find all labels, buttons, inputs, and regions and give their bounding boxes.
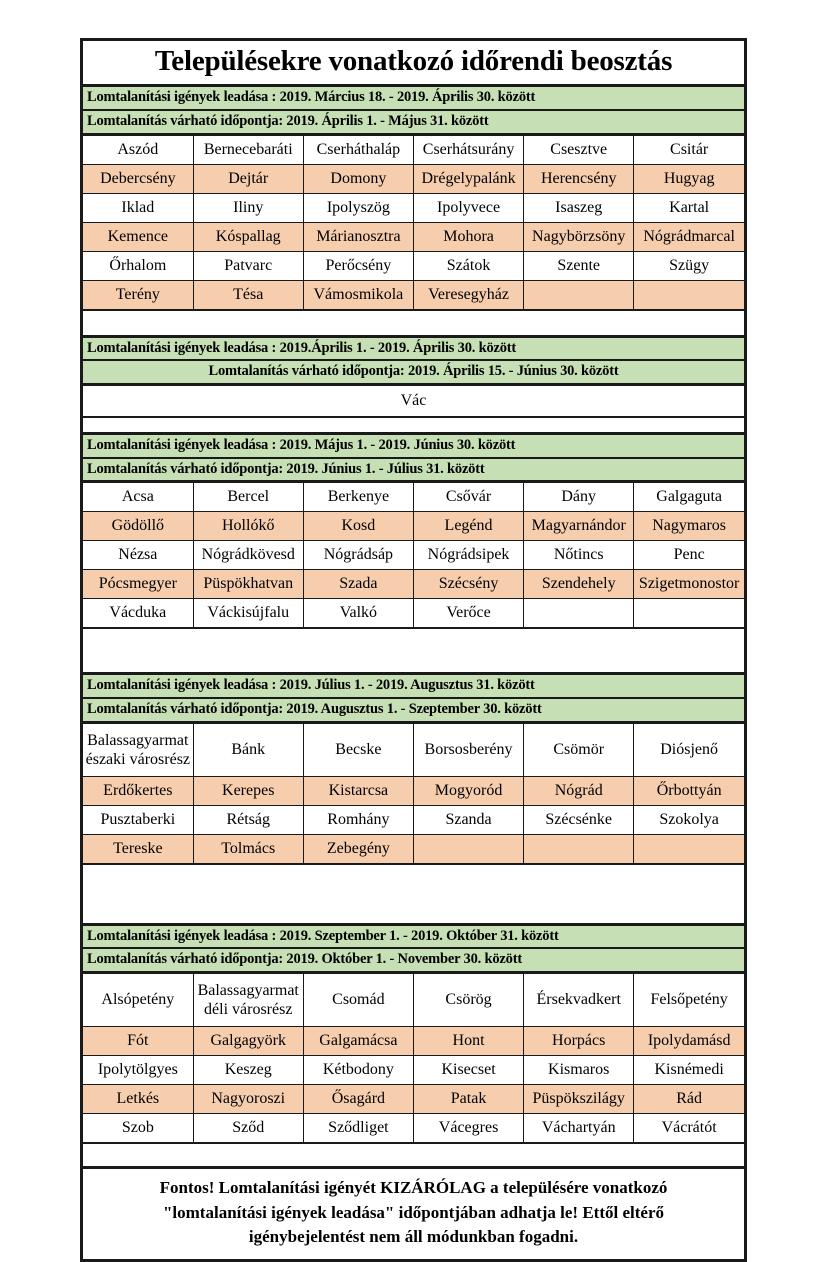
- settlement-cell: Balassagyarmat déli városrész: [193, 974, 303, 1027]
- settlement-cell: Erdőkertes: [83, 776, 193, 805]
- table-row: [83, 386, 744, 417]
- settlement-cell: Hollókő: [193, 512, 303, 541]
- settlement-cell: Érsekvadkert: [524, 974, 634, 1027]
- settlement-cell: Zebegény: [303, 834, 413, 863]
- notice-line-3: igénybejelentést nem áll módunkban fogadni.: [248, 1227, 579, 1247]
- table-row: [83, 222, 744, 251]
- settlement-cell: Domony: [303, 164, 413, 193]
- settlement-cell: Kisnémedi: [634, 1056, 744, 1085]
- table-row: [83, 135, 744, 164]
- settlement-cell: Csővár: [413, 483, 523, 512]
- settlement-cell: Kisecset: [413, 1056, 523, 1085]
- settlement-grid-1: [83, 135, 744, 309]
- collection-period-header: Lomtalanítás várható időpontja: 2019. Április 1. - Május 31. között: [83, 111, 744, 135]
- section-spacer-2: [83, 416, 744, 435]
- submission-period-header: Lomtalanítási igények leadása : 2019. Március 18. - 2019. Április 30. között: [83, 87, 744, 111]
- table-row: [83, 1085, 744, 1114]
- settlement-cell: Perőcsény: [303, 251, 413, 280]
- settlement-cell: Pócsmegyer: [83, 570, 193, 599]
- settlement-cell: Márianosztra: [303, 222, 413, 251]
- settlement-grid-3: [83, 482, 744, 627]
- settlement-cell: Galgaguta: [634, 483, 744, 512]
- schedule-section-5: [83, 926, 744, 1142]
- submission-period-header: Lomtalanítási igények leadása : 2019.Április 1. - 2019. Április 30. között: [83, 338, 744, 362]
- collection-period-header: Lomtalanítás várható időpontja: 2019. Április 15. - Június 30. között: [83, 361, 744, 385]
- settlement-cell: Hont: [413, 1027, 523, 1056]
- table-row: [83, 1114, 744, 1143]
- settlement-cell: Kétbodony: [303, 1056, 413, 1085]
- settlement-cell: Isaszeg: [524, 193, 634, 222]
- settlement-cell: Becske: [303, 723, 413, 776]
- settlement-cell: Rád: [634, 1085, 744, 1114]
- page-title: [83, 41, 744, 87]
- table-row: [83, 834, 744, 863]
- settlement-cell: Szügy: [634, 251, 744, 280]
- notice-line-2: "lomtalanítási igények leadása" időpontjában adhatja le! Ettől eltérő: [162, 1202, 665, 1222]
- settlement-cell: Szécsény: [413, 570, 523, 599]
- schedule-section-3: [83, 435, 744, 627]
- settlement-cell: Szátok: [413, 251, 523, 280]
- table-row: [83, 164, 744, 193]
- settlement-cell: Váckisújfalu: [193, 599, 303, 628]
- settlement-cell: Püspökszilágy: [524, 1085, 634, 1114]
- settlement-cell: Tereske: [83, 834, 193, 863]
- settlement-cell: Rétság: [193, 805, 303, 834]
- schedule-section-4: [83, 675, 744, 862]
- settlement-cell: Romhány: [303, 805, 413, 834]
- settlement-cell: Ipolytölgyes: [83, 1056, 193, 1085]
- settlement-cell: Vámosmikola: [303, 280, 413, 309]
- settlement-cell: Verőce: [413, 599, 523, 628]
- settlement-cell: Vácduka: [83, 599, 193, 628]
- settlement-cell: Kóspallag: [193, 222, 303, 251]
- settlement-cell: Váchartyán: [524, 1114, 634, 1143]
- settlement-cell: Szente: [524, 251, 634, 280]
- settlement-cell: Nőtincs: [524, 541, 634, 570]
- settlement-cell: Mohora: [413, 222, 523, 251]
- empty-cell: [634, 599, 744, 628]
- table-row: [83, 280, 744, 309]
- settlement-cell: Letkés: [83, 1085, 193, 1114]
- settlement-cell: Ipolyvece: [413, 193, 523, 222]
- settlement-cell: Veresegyház: [413, 280, 523, 309]
- section-spacer-1: [83, 309, 744, 338]
- table-row: [83, 1056, 744, 1085]
- settlement-cell: Nézsa: [83, 541, 193, 570]
- settlement-cell: Terény: [83, 280, 193, 309]
- settlement-cell: Acsa: [83, 483, 193, 512]
- important-notice: [83, 1169, 744, 1259]
- section-spacer-5: [83, 1142, 744, 1169]
- table-row: [83, 483, 744, 512]
- settlement-cell: Bernecebaráti: [193, 135, 303, 164]
- settlement-cell: Nógrádmarcal: [634, 222, 744, 251]
- settlement-cell: Horpács: [524, 1027, 634, 1056]
- settlement-cell: Szanda: [413, 805, 523, 834]
- schedule-section-1: [83, 87, 744, 308]
- settlement-cell: Csitár: [634, 135, 744, 164]
- settlement-cell: Vácrátót: [634, 1114, 744, 1143]
- settlement-cell: Sződliget: [303, 1114, 413, 1143]
- empty-cell: [524, 280, 634, 309]
- settlement-cell: Galgamácsa: [303, 1027, 413, 1056]
- settlement-cell: Gödöllő: [83, 512, 193, 541]
- settlement-cell: Nagymaros: [634, 512, 744, 541]
- settlement-cell: Kosd: [303, 512, 413, 541]
- settlement-cell: Kerepes: [193, 776, 303, 805]
- collection-period-header: Lomtalanítás várható időpontja: 2019. Június 1. - Július 31. között: [83, 459, 744, 483]
- empty-cell: [413, 834, 523, 863]
- table-row: [83, 805, 744, 834]
- settlement-cell: Felsőpetény: [634, 974, 744, 1027]
- table-row: [83, 1027, 744, 1056]
- submission-period-header: Lomtalanítási igények leadása : 2019. Július 1. - 2019. Augusztus 31. között: [83, 675, 744, 699]
- settlement-cell: Tolmács: [193, 834, 303, 863]
- settlement-cell: Herencsény: [524, 164, 634, 193]
- settlement-grid-4: [83, 723, 744, 863]
- table-row: [83, 570, 744, 599]
- settlement-grid-5: [83, 973, 744, 1142]
- settlement-cell: Debercsény: [83, 164, 193, 193]
- settlement-cell: Kartal: [634, 193, 744, 222]
- empty-cell: [524, 834, 634, 863]
- section-spacer-3: [83, 627, 744, 675]
- settlement-cell: Magyarnándor: [524, 512, 634, 541]
- settlement-cell: Patak: [413, 1085, 523, 1114]
- settlement-cell: Iliny: [193, 193, 303, 222]
- settlement-cell: Szada: [303, 570, 413, 599]
- settlement-cell: Nagyoroszi: [193, 1085, 303, 1114]
- settlement-cell: Dány: [524, 483, 634, 512]
- settlement-cell: Penc: [634, 541, 744, 570]
- table-row: [83, 193, 744, 222]
- settlement-cell: Mogyoród: [413, 776, 523, 805]
- settlement-cell: Csömör: [524, 723, 634, 776]
- settlement-cell: Őrhalom: [83, 251, 193, 280]
- collection-period-header: Lomtalanítás várható időpontja: 2019. Október 1. - November 30. között: [83, 949, 744, 973]
- section-spacer-4: [83, 863, 744, 926]
- table-row: [83, 974, 744, 1027]
- settlement-cell: Ipolydamásd: [634, 1027, 744, 1056]
- collection-period-header: Lomtalanítás várható időpontja: 2019. Augusztus 1. - Szeptember 30. között: [83, 699, 744, 723]
- settlement-cell: Berkenye: [303, 483, 413, 512]
- settlement-cell: Fót: [83, 1027, 193, 1056]
- settlement-cell: Kistarcsa: [303, 776, 413, 805]
- settlement-cell: Kemence: [83, 222, 193, 251]
- empty-cell: [634, 834, 744, 863]
- settlement-cell: Csörög: [413, 974, 523, 1027]
- settlement-cell: Balassagyarmat északi városrész: [83, 723, 193, 776]
- notice-line-1: Fontos! Lomtalanítási igényét KIZÁRÓLAG a településére vonatkozó: [159, 1178, 668, 1198]
- settlement-cell: Galgagyörk: [193, 1027, 303, 1056]
- settlement-cell: Drégelypalánk: [413, 164, 523, 193]
- settlement-cell: Nógrád: [524, 776, 634, 805]
- table-row: [83, 599, 744, 628]
- settlement-cell: Sződ: [193, 1114, 303, 1143]
- settlement-cell: Pusztaberki: [83, 805, 193, 834]
- settlement-cell: Cserháthaláp: [303, 135, 413, 164]
- schedule-document: [80, 38, 747, 1262]
- settlement-cell: Csomád: [303, 974, 413, 1027]
- settlement-cell: Szokolya: [634, 805, 744, 834]
- settlement-cell: Vácegres: [413, 1114, 523, 1143]
- settlement-cell: Keszeg: [193, 1056, 303, 1085]
- settlement-grid-2: [83, 385, 744, 416]
- schedule-section-2: [83, 338, 744, 416]
- table-row: [83, 723, 744, 776]
- settlement-cell: Cserhátsurány: [413, 135, 523, 164]
- settlement-cell: Diósjenő: [634, 723, 744, 776]
- settlement-cell: Iklad: [83, 193, 193, 222]
- table-row: [83, 251, 744, 280]
- settlement-cell: Vác: [83, 386, 744, 417]
- settlement-cell: Valkó: [303, 599, 413, 628]
- settlement-cell: Csesztve: [524, 135, 634, 164]
- empty-cell: [634, 280, 744, 309]
- submission-period-header: Lomtalanítási igények leadása : 2019. Szeptember 1. - 2019. Október 31. között: [83, 926, 744, 950]
- settlement-cell: Patvarc: [193, 251, 303, 280]
- settlement-cell: Szigetmonostor: [634, 570, 744, 599]
- table-row: [83, 512, 744, 541]
- settlement-cell: Aszód: [83, 135, 193, 164]
- settlement-cell: Bánk: [193, 723, 303, 776]
- settlement-cell: Püspökhatvan: [193, 570, 303, 599]
- table-row: [83, 776, 744, 805]
- page-title-text: Településekre vonatkozó időrendi beosztás: [154, 45, 673, 77]
- settlement-cell: Bercel: [193, 483, 303, 512]
- settlement-cell: Kismaros: [524, 1056, 634, 1085]
- settlement-cell: Tésa: [193, 280, 303, 309]
- empty-cell: [524, 599, 634, 628]
- settlement-cell: Nógrádsáp: [303, 541, 413, 570]
- settlement-cell: Nagybörzsöny: [524, 222, 634, 251]
- settlement-cell: Ősagárd: [303, 1085, 413, 1114]
- settlement-cell: Hugyag: [634, 164, 744, 193]
- settlement-cell: Alsópetény: [83, 974, 193, 1027]
- submission-period-header: Lomtalanítási igények leadása : 2019. Május 1. - 2019. Június 30. között: [83, 435, 744, 459]
- settlement-cell: Nógrádkövesd: [193, 541, 303, 570]
- settlement-cell: Borsosberény: [413, 723, 523, 776]
- settlement-cell: Őrbottyán: [634, 776, 744, 805]
- settlement-cell: Nógrádsipek: [413, 541, 523, 570]
- settlement-cell: Legénd: [413, 512, 523, 541]
- settlement-cell: Ipolyszög: [303, 193, 413, 222]
- settlement-cell: Szendehely: [524, 570, 634, 599]
- settlement-cell: Szob: [83, 1114, 193, 1143]
- settlement-cell: Dejtár: [193, 164, 303, 193]
- table-row: [83, 541, 744, 570]
- settlement-cell: Szécsénke: [524, 805, 634, 834]
